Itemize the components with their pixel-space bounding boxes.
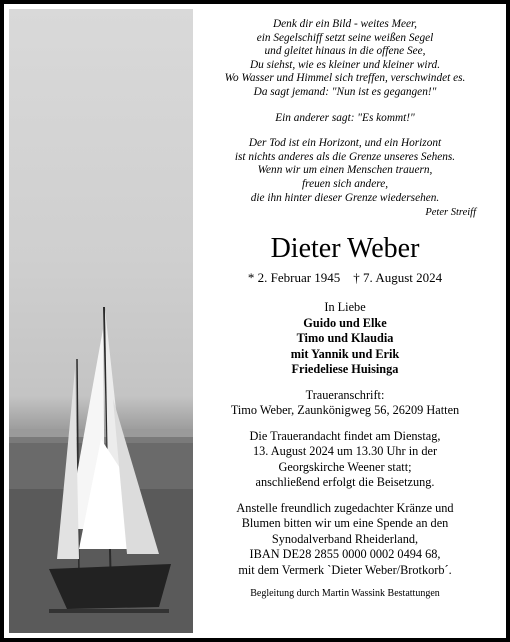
poem-line: Ein anderer sagt: "Es kommt!": [275, 111, 415, 124]
poem-line: freuen sich andere,: [301, 177, 389, 190]
poem-line: Der Tod ist ein Horizont, und ein Horizont: [248, 137, 442, 150]
poem-line: Denk dir ein Bild - weites Meer,: [273, 18, 417, 30]
donation-line: IBAN DE28 2855 0000 0002 0494 68,: [249, 547, 441, 562]
sailboat-illustration: [9, 9, 193, 633]
donation-line: mit dem Vermerk `Dieter Weber/Brotkorb´.: [238, 562, 452, 577]
obituary-text: [200, 18, 490, 600]
service-block: [200, 429, 490, 491]
address-label: Traueranschrift:: [305, 387, 385, 402]
poem-line: Da sagt jemand: "Nun ist es gegangen!": [253, 85, 437, 98]
service-line: anschließend erfolgt die Beisetzung.: [255, 475, 435, 490]
funeral-home-credit: Begleitung durch Martin Wassink Bestattungen: [250, 588, 440, 600]
donation-line: Blumen bitten wir um eine Spende an den: [241, 516, 449, 531]
poem-line: Wo Wasser und Himmel sich treffen, verschwindet es.: [224, 72, 466, 85]
family-name: Timo und Klaudia: [296, 331, 394, 346]
poem-line: die ihn hinter dieser Grenze wiedersehen.: [250, 191, 440, 204]
poem-line: ein Segelschiff setzt seine weißen Segel: [256, 31, 434, 44]
donation-block: [200, 501, 490, 579]
death-date: † 7. August 2024: [353, 270, 443, 286]
address-value: Timo Weber, Zaunkönigweg 56, 26209 Hatten: [230, 403, 460, 418]
family-name: Guido und Elke: [303, 315, 387, 330]
poem-line: Du siehst, wie es kleiner und kleiner wird.: [249, 58, 441, 71]
family-block: [200, 300, 490, 378]
service-line: Die Trauerandacht findet am Dienstag,: [249, 428, 441, 443]
family-name: mit Yannik und Erik: [290, 346, 400, 361]
service-line: 13. August 2024 um 13.30 Uhr in der: [252, 444, 438, 459]
sailing-ship-photo: [9, 9, 193, 633]
family-name: Friedeliese Huisinga: [291, 362, 399, 377]
family-intro: In Liebe: [324, 300, 366, 315]
deceased-name: Dieter Weber: [270, 233, 420, 265]
address-block: [200, 388, 490, 419]
donation-line: Synodalverband Rheiderland,: [271, 531, 419, 546]
poem-author: Peter Streiff: [425, 207, 476, 219]
birth-date: * 2. Februar 1945: [247, 270, 341, 286]
donation-line: Anstelle freundlich zugedachter Kränze und: [236, 500, 454, 515]
life-dates: [200, 270, 490, 286]
poem-line: Wenn wir um einen Menschen trauern,: [257, 164, 433, 177]
service-line: Georgskirche Weener statt;: [278, 459, 412, 474]
poem-line: und gleitet hinaus in die offene See,: [264, 45, 426, 58]
poem: [200, 18, 490, 205]
poem-line: ist nichts anderes als die Grenze unseres Sehens.: [234, 150, 456, 163]
